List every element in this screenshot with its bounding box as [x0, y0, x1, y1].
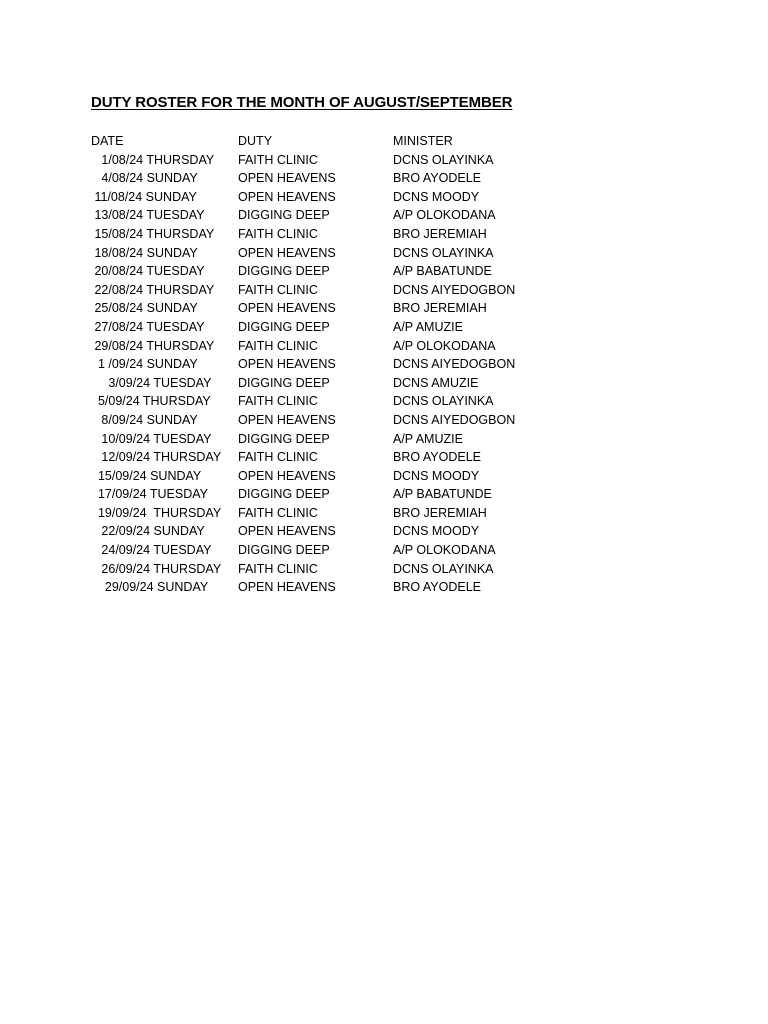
- row-duty: OPEN HEAVENS: [238, 189, 336, 204]
- row-date: 29/08/24 THURSDAY: [91, 338, 215, 353]
- table-row: [0, 541, 768, 560]
- row-date: 1/08/24 THURSDAY: [91, 152, 215, 167]
- row-duty: FAITH CLINIC: [238, 338, 318, 353]
- row-minister: A/P OLOKODANA: [393, 543, 496, 558]
- row-minister: DCNS MOODY: [393, 189, 480, 204]
- row-date: 20/08/24 TUESDAY: [91, 264, 205, 279]
- row-duty: OPEN HEAVENS: [238, 524, 336, 539]
- row-date: 29/09/24 SUNDAY: [91, 580, 209, 595]
- row-minister: A/P OLOKODANA: [393, 208, 496, 223]
- duty-column-header: DUTY: [238, 134, 273, 148]
- row-date: 8/09/24 SUNDAY: [91, 412, 198, 427]
- table-row: [0, 169, 768, 188]
- row-minister: DCNS AIYEDOGBON: [393, 357, 516, 372]
- table-row: [0, 504, 768, 523]
- table-row: [0, 467, 768, 486]
- row-minister: BRO JEREMIAH: [393, 301, 487, 316]
- table-row: [0, 299, 768, 318]
- table-row: [0, 448, 768, 467]
- row-date: 27/08/24 TUESDAY: [91, 319, 205, 334]
- table-row: [0, 355, 768, 374]
- table-row: [0, 244, 768, 263]
- row-duty: DIGGING DEEP: [238, 208, 330, 223]
- table-row: [0, 318, 768, 337]
- row-minister: DCNS OLAYINKA: [393, 394, 494, 409]
- row-duty: OPEN HEAVENS: [238, 468, 336, 483]
- row-duty: FAITH CLINIC: [238, 450, 318, 465]
- table-row: [0, 578, 768, 597]
- row-duty: DIGGING DEEP: [238, 264, 330, 279]
- row-date: 24/09/24 TUESDAY: [91, 543, 212, 558]
- roster-table: [0, 132, 768, 597]
- row-date: 11/08/24 SUNDAY: [91, 189, 197, 204]
- table-row: [0, 522, 768, 541]
- row-duty: DIGGING DEEP: [238, 375, 330, 390]
- table-row: [0, 430, 768, 449]
- row-minister: DCNS OLAYINKA: [393, 245, 494, 260]
- table-row: [0, 262, 768, 281]
- row-duty: OPEN HEAVENS: [238, 171, 336, 186]
- row-date: 22/09/24 SUNDAY: [91, 524, 205, 539]
- row-date: 22/08/24 THURSDAY: [91, 282, 215, 297]
- row-minister: A/P BABATUNDE: [393, 264, 492, 279]
- row-duty: FAITH CLINIC: [238, 394, 318, 409]
- row-minister: DCNS AIYEDOGBON: [393, 282, 516, 297]
- row-duty: OPEN HEAVENS: [238, 357, 336, 372]
- row-duty: DIGGING DEEP: [238, 487, 330, 502]
- row-minister: A/P AMUZIE: [393, 431, 463, 446]
- row-duty: FAITH CLINIC: [238, 152, 318, 167]
- row-minister: A/P AMUZIE: [393, 319, 463, 334]
- row-minister: BRO JEREMIAH: [393, 505, 487, 520]
- table-row: [0, 188, 768, 207]
- row-date: 4/08/24 SUNDAY: [91, 171, 198, 186]
- table-row: [0, 281, 768, 300]
- row-date: 15/08/24 THURSDAY: [91, 226, 215, 241]
- row-minister: BRO AYODELE: [393, 171, 481, 186]
- row-minister: DCNS OLAYINKA: [393, 152, 494, 167]
- row-duty: DIGGING DEEP: [238, 319, 330, 334]
- row-duty: OPEN HEAVENS: [238, 412, 336, 427]
- row-date: 1 /09/24 SUNDAY: [91, 357, 198, 372]
- row-duty: FAITH CLINIC: [238, 505, 318, 520]
- row-duty: OPEN HEAVENS: [238, 301, 336, 316]
- header-row: [0, 132, 768, 151]
- row-minister: A/P OLOKODANA: [393, 338, 496, 353]
- row-duty: OPEN HEAVENS: [238, 245, 336, 260]
- table-row: [0, 151, 768, 170]
- row-minister: DCNS AMUZIE: [393, 375, 479, 390]
- row-date: 3/09/24 TUESDAY: [91, 375, 212, 390]
- row-minister: DCNS AIYEDOGBON: [393, 412, 516, 427]
- row-date: 19/09/24 THURSDAY: [91, 505, 222, 520]
- table-row: [0, 392, 768, 411]
- row-date: 5/09/24 THURSDAY: [91, 394, 211, 409]
- row-duty: FAITH CLINIC: [238, 226, 318, 241]
- row-duty: FAITH CLINIC: [238, 282, 318, 297]
- row-date: 12/09/24 THURSDAY: [91, 450, 222, 465]
- row-duty: DIGGING DEEP: [238, 431, 330, 446]
- row-minister: DCNS MOODY: [393, 524, 480, 539]
- table-row: [0, 485, 768, 504]
- date-column-header: DATE: [91, 134, 124, 148]
- row-date: 13/08/24 TUESDAY: [91, 208, 205, 223]
- row-minister: DCNS OLAYINKA: [393, 561, 494, 576]
- row-date: 18/08/24 SUNDAY: [91, 245, 198, 260]
- row-minister: BRO AYODELE: [393, 580, 481, 595]
- row-date: 10/09/24 TUESDAY: [91, 431, 212, 446]
- row-minister: BRO JEREMIAH: [393, 226, 487, 241]
- roster-title: DUTY ROSTER FOR THE MONTH OF AUGUST/SEPTEMBER: [91, 94, 513, 111]
- table-row: [0, 374, 768, 393]
- row-date: 17/09/24 TUESDAY: [91, 487, 208, 502]
- row-duty: OPEN HEAVENS: [238, 580, 336, 595]
- row-date: 15/09/24 SUNDAY: [91, 468, 202, 483]
- row-duty: DIGGING DEEP: [238, 543, 330, 558]
- table-row: [0, 225, 768, 244]
- row-minister: A/P BABATUNDE: [393, 487, 492, 502]
- minister-column-header: MINISTER: [393, 134, 453, 148]
- row-minister: BRO AYODELE: [393, 450, 481, 465]
- row-date: 25/08/24 SUNDAY: [91, 301, 198, 316]
- row-duty: FAITH CLINIC: [238, 561, 318, 576]
- table-row: [0, 206, 768, 225]
- row-date: 26/09/24 THURSDAY: [91, 561, 222, 576]
- table-row: [0, 337, 768, 356]
- table-row: [0, 411, 768, 430]
- row-minister: DCNS MOODY: [393, 468, 480, 483]
- table-row: [0, 560, 768, 579]
